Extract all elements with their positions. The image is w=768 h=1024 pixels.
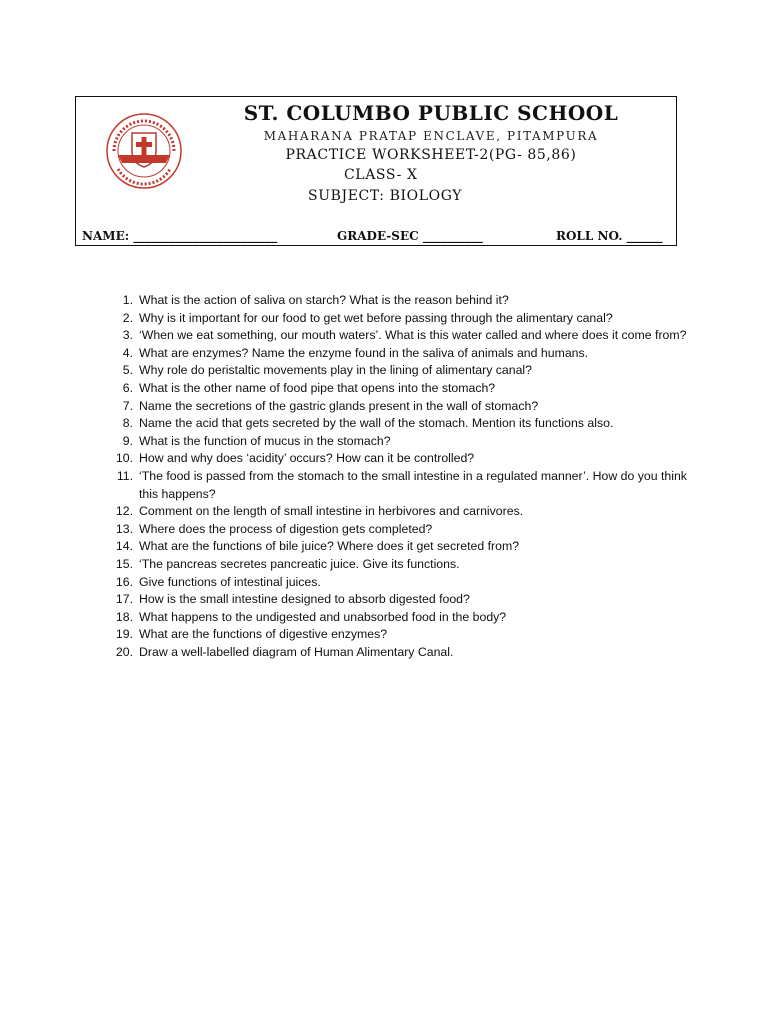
question-number: 10. (115, 451, 133, 466)
question-text: How is the small intestine designed to absorb digested food? (139, 592, 470, 607)
question-item (113, 521, 693, 539)
question-item (113, 345, 693, 363)
question-number: 15. (115, 556, 133, 571)
question-text: What is the action of saliva on starch? What is the reason behind it? (139, 293, 509, 307)
question-number: 11. (116, 468, 133, 483)
question-text: What are the functions of digestive enzymes? (139, 627, 388, 642)
question-text: What is the other name of food pipe that opens into the stomach? (139, 380, 496, 395)
question-text: Give functions of intestinal juices. (139, 574, 321, 589)
question-item (113, 538, 693, 556)
question-item (113, 327, 693, 345)
question-item (113, 415, 693, 433)
question-list (113, 292, 693, 661)
question-number: 19. (115, 627, 133, 642)
class-label: CLASS- X (344, 167, 418, 183)
question-text: Why is it important for our food to get wet before passing through the alimentary canal? (139, 310, 613, 325)
question-text: Draw a well-labelled diagram of Human Alimentary Canal. (139, 644, 454, 659)
school-address: MAHARANA PRATAP ENCLAVE, PITAMPURA (263, 129, 599, 143)
question-number: 8. (122, 416, 133, 431)
subject-label: SUBJECT: BIOLOGY (308, 188, 463, 204)
question-text: What are enzymes? Name the enzyme found in the saliva of animals and humans. (139, 345, 589, 360)
question-text: How and why does ‘acidity’ occurs? How can it be controlled? (139, 451, 475, 466)
question-number: 2. (122, 310, 133, 325)
school-name: ST. COLUMBO PUBLIC SCHOOL (243, 101, 619, 125)
question-item (113, 626, 693, 644)
question-item (113, 433, 693, 451)
question-number: 9. (122, 433, 133, 448)
question-number: 17. (115, 592, 133, 607)
question-text: Where does the process of digestion gets completed? (139, 521, 433, 536)
question-number: 1. (122, 293, 133, 307)
question-text: What are the functions of bile juice? Where does it get secreted from? (139, 539, 520, 554)
question-number: 12. (115, 504, 133, 519)
question-item (113, 503, 693, 521)
question-text: Why role do peristaltic movements play in the lining of alimentary canal? (139, 363, 533, 378)
question-item (113, 468, 693, 503)
question-text: ‘When we eat something, our mouth waters’. What is this water called and where does it come from? (139, 328, 687, 343)
question-number: 14. (115, 539, 133, 554)
question-item (113, 310, 693, 328)
question-item (113, 574, 693, 592)
question-number: 18. (115, 609, 133, 624)
question-text: Name the acid that gets secreted by the wall of the stomach. Mention its functions also. (139, 416, 614, 431)
question-item (113, 591, 693, 609)
question-text: What is the function of mucus in the stomach? (139, 433, 391, 448)
roll-no-field: ROLL NO. ______ (556, 229, 663, 243)
question-number: 20. (115, 644, 133, 659)
question-number: 5. (122, 363, 133, 378)
question-number: 6. (122, 380, 133, 395)
question-text: ‘The pancreas secretes pancreatic juice. Give its functions. (139, 556, 460, 571)
question-item (113, 609, 693, 627)
question-number: 3. (122, 328, 133, 343)
question-text: ‘The food is passed from the stomach to the small intestine in a regulated manner’. How do you think this happens? (139, 468, 687, 501)
question-text: Name the secretions of the gastric glands present in the wall of stomach? (139, 398, 539, 413)
header-box (75, 96, 677, 246)
name-field: NAME: ________________________ (82, 229, 278, 243)
question-number: 7. (122, 398, 133, 413)
question-item (113, 450, 693, 468)
worksheet-title: PRACTICE WORKSHEET-2(PG- 85,86) (285, 147, 577, 163)
grade-sec-field: GRADE-SEC __________ (337, 229, 483, 243)
question-text: What happens to the undigested and unabsorbed food in the body? (139, 609, 507, 624)
question-item (113, 644, 693, 662)
question-number: 4. (122, 345, 133, 360)
question-item (113, 556, 693, 574)
question-number: 13. (115, 521, 133, 536)
question-item (113, 292, 693, 310)
question-number: 16. (115, 574, 133, 589)
question-item (113, 380, 693, 398)
question-item (113, 362, 693, 380)
question-text: Comment on the length of small intestine in herbivores and carnivores. (139, 504, 524, 519)
question-item (113, 398, 693, 416)
